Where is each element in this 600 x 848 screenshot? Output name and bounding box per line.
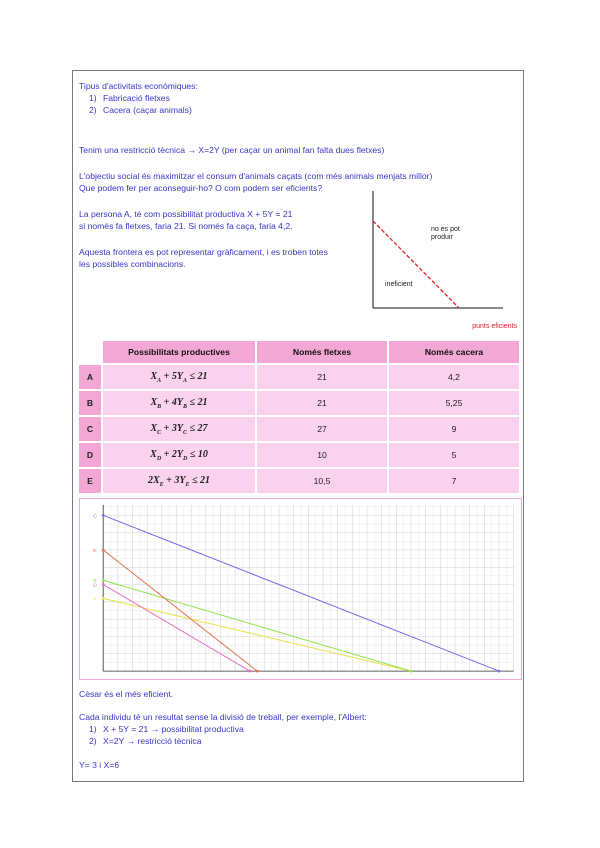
table-row — [79, 391, 519, 415]
expr-op: + 5 — [161, 370, 177, 382]
frontier-line-1: Aquesta frontera es pot representar gràficament, i es troben totes — [79, 247, 328, 257]
expr-x: X — [150, 448, 157, 460]
expr-x: X — [150, 422, 158, 434]
row-only-arrows: 10 — [257, 443, 387, 467]
expr-rhs: ≤ 21 — [189, 474, 210, 486]
list-label: Fabricació fletxes — [103, 93, 170, 103]
production-possibilities-table — [77, 339, 521, 495]
example-intro: Cada individu té un resultat sense la divisió de treball, per exemple, l'Albert: — [79, 712, 367, 722]
header-only-hunting: Només cacera — [389, 341, 519, 363]
series-label: A — [93, 597, 97, 603]
table-row — [79, 417, 519, 441]
table-row — [79, 365, 519, 389]
expr-y-sub: E — [185, 481, 190, 488]
intercept-point — [102, 549, 105, 552]
row-only-hunting: 7 — [389, 469, 519, 493]
header-possibilities: Possibilitats productives — [103, 341, 255, 363]
expr-y: Y — [179, 474, 186, 486]
list-label: X + 5Y = 21 → possibilitat productiva — [103, 724, 244, 734]
person-a-line-1: La persona A, té com possibilitat productiva X + 5Y = 21 — [79, 209, 293, 219]
expr-y-sub: B — [182, 403, 187, 410]
expr-y-sub: D — [182, 455, 188, 462]
objective-line-1: L'objectiu social és maximitzar el consum d'animals caçats (com més animals menjats millor) — [79, 171, 433, 181]
expr-y-sub: C — [182, 429, 187, 436]
expr-y: Y — [176, 422, 183, 434]
expr-rhs: ≤ 27 — [187, 422, 208, 434]
expr-op: + 2 — [161, 448, 177, 460]
row-label: E — [79, 469, 101, 493]
header-only-arrows: Només fletxes — [257, 341, 387, 363]
frontier-diagram — [371, 191, 503, 309]
expr-x: X — [150, 370, 158, 382]
intercept-point — [498, 670, 501, 673]
intercept-point — [248, 670, 251, 673]
list-number: 2) — [89, 736, 97, 746]
row-expression — [103, 417, 255, 441]
intercept-point — [410, 670, 413, 673]
row-label: A — [79, 365, 101, 389]
intercept-point — [102, 583, 105, 586]
row-expression — [103, 469, 255, 493]
intercept-point — [102, 579, 105, 582]
result-text: Y= 3 i X=6 — [79, 760, 120, 770]
expr-coef: 2 — [147, 474, 153, 486]
expr-op: + 3 — [161, 422, 177, 434]
person-a-line-2: si només fa fletxes, faria 21. Si només fa caça, faria 4,2. — [79, 221, 293, 231]
list-number: 2) — [89, 105, 97, 115]
table-row — [79, 469, 519, 493]
row-only-hunting: 9 — [389, 417, 519, 441]
row-expression — [103, 365, 255, 389]
expr-x-sub: E — [159, 481, 164, 488]
series-label: C — [93, 514, 97, 520]
row-label: D — [79, 443, 101, 467]
expr-x-sub: C — [157, 429, 162, 436]
row-only-arrows: 21 — [257, 365, 387, 389]
expr-rhs: ≤ 10 — [187, 448, 208, 460]
expr-x: X — [152, 474, 160, 486]
row-only-arrows: 10,5 — [257, 469, 387, 493]
row-only-hunting: 5,25 — [389, 391, 519, 415]
production-frontiers-chart — [79, 498, 522, 680]
list-label: X=2Y → restricció tècnica — [103, 736, 202, 746]
row-expression — [103, 443, 255, 467]
list-number: 1) — [89, 93, 97, 103]
inefficient-label: ineficient — [385, 281, 413, 288]
row-only-hunting: 4,2 — [389, 365, 519, 389]
expr-y: Y — [176, 448, 183, 460]
list-number: 1) — [89, 724, 97, 734]
expr-y-sub: A — [182, 377, 187, 384]
header-blank — [79, 341, 101, 363]
row-label: B — [79, 391, 101, 415]
list-item — [79, 105, 192, 116]
expr-op: + 3 — [163, 474, 180, 486]
conclusion-text: Cèsar és el més eficient. — [79, 689, 174, 699]
row-only-arrows: 21 — [257, 391, 387, 415]
expr-rhs: ≤ 21 — [187, 370, 208, 382]
row-only-arrows: 27 — [257, 417, 387, 441]
expr-x: X — [150, 396, 158, 408]
row-expression — [103, 391, 255, 415]
table-header-row — [79, 341, 519, 363]
expr-y: Y — [176, 396, 183, 408]
row-only-hunting: 5 — [389, 443, 519, 467]
series-label: D — [93, 583, 97, 589]
restriction-text: Tenim una restricció tècnica → X=2Y (per caçar un animal fan falta dues fletxes) — [79, 145, 385, 155]
unreachable-label-2: produir — [431, 234, 453, 241]
list-item — [79, 93, 170, 104]
row-label: C — [79, 417, 101, 441]
frontier-line-2: les possibles combinacions. — [79, 259, 186, 269]
series-label: B — [93, 579, 97, 585]
expr-x-sub: A — [157, 377, 162, 384]
expr-x-sub: D — [156, 455, 162, 462]
expr-y: Y — [176, 370, 183, 382]
activities-title: Tipus d'activitats econòmiques: — [79, 81, 198, 91]
expr-x-sub: B — [157, 403, 162, 410]
list-item — [79, 736, 201, 747]
intercept-point — [102, 514, 105, 517]
efficient-points-note: punts eficients — [472, 323, 517, 330]
objective-line-2: Que podem fer per aconseguir-ho? O com podem ser eficients? — [79, 183, 323, 193]
list-item — [79, 724, 244, 735]
intercept-point — [102, 597, 105, 600]
list-label: Cacera (caçar animals) — [103, 105, 192, 115]
intercept-point — [256, 670, 259, 673]
expr-rhs: ≤ 21 — [187, 396, 208, 408]
document-page — [72, 70, 524, 782]
unreachable-label: no es pot — [431, 226, 460, 233]
series-label: E — [93, 548, 97, 554]
table-row — [79, 443, 519, 467]
expr-op: + 4 — [161, 396, 177, 408]
